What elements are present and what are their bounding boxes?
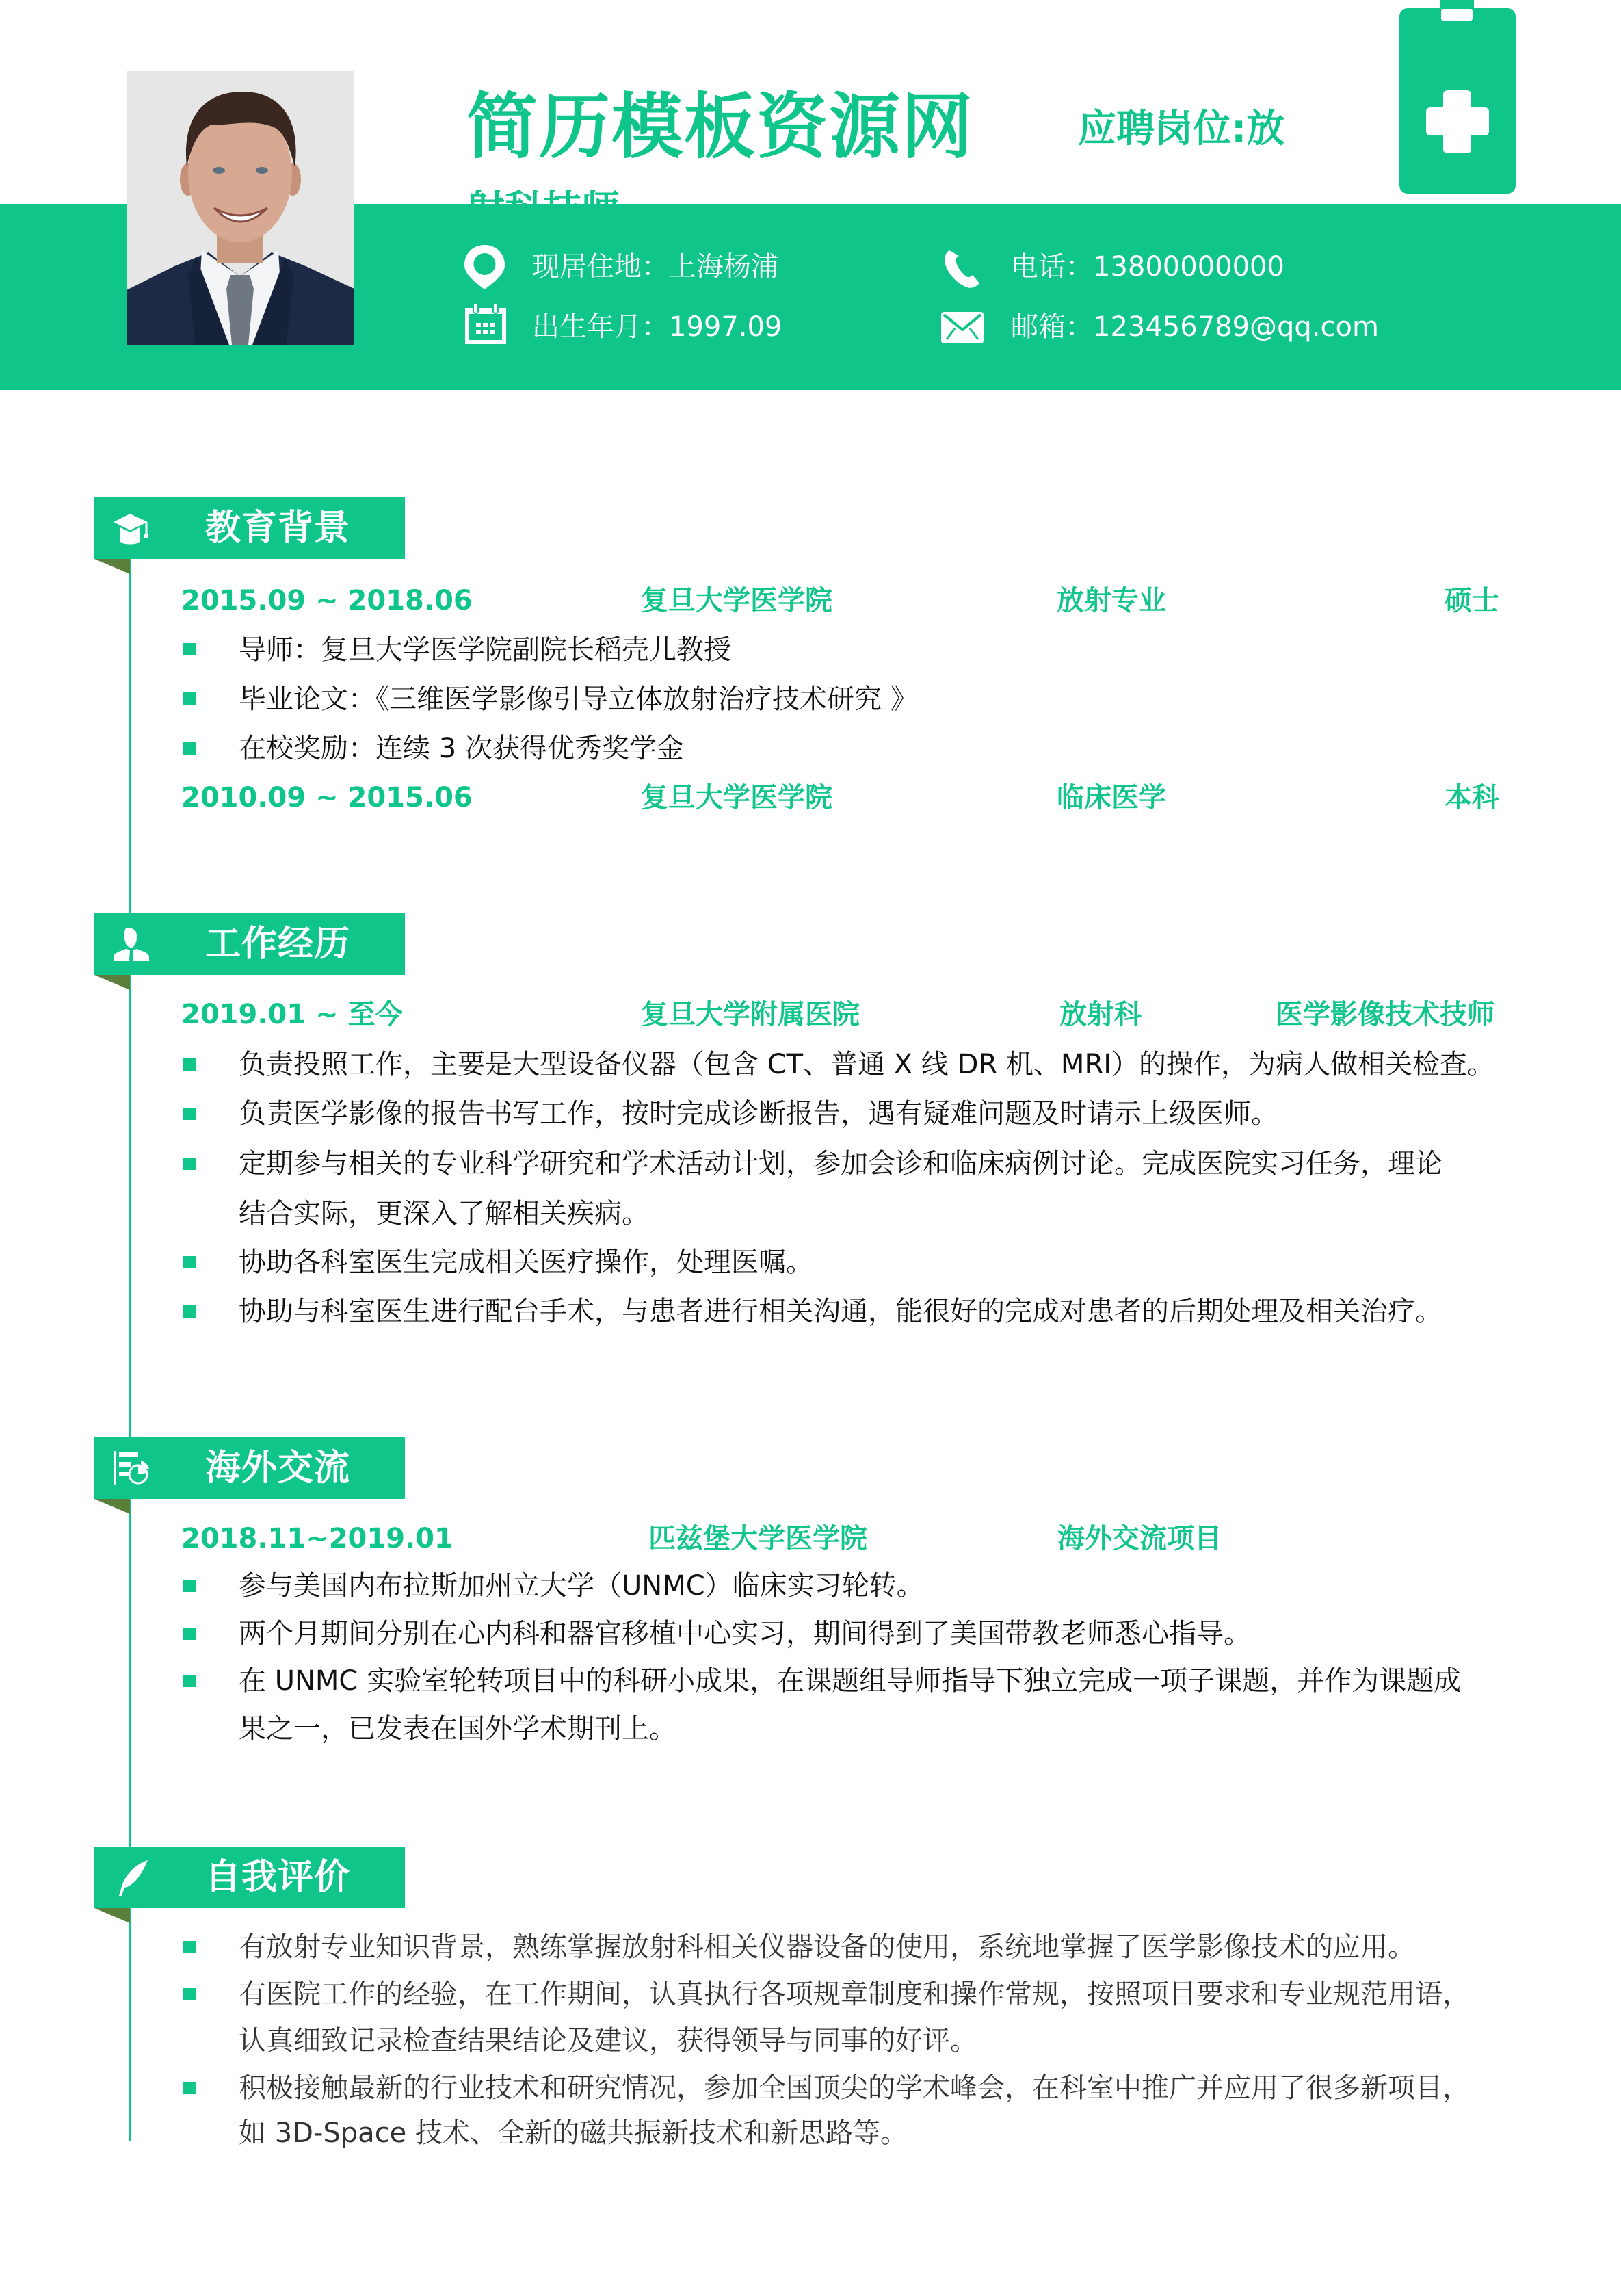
person-icon xyxy=(112,926,150,964)
section-title-overseas: 海外交流 xyxy=(205,1448,351,1489)
bullet-icon xyxy=(183,1305,196,1318)
self-bullet: 有放射专业知识背景，熟练掌握放射科相关仪器设备的使用，系统地掌握了医学影像技术的应用。 xyxy=(239,1931,1415,1963)
graduation-cap-icon xyxy=(112,510,150,548)
overseas-bullet: 两个月期间分别在心内科和器官移植中心实习，期间得到了美国带教老师悉心指导。 xyxy=(239,1618,1251,1649)
overseas-bullet-continuation: 果之一，已发表在国外学术期刊上。 xyxy=(239,1713,676,1745)
work-bullet: 定期参与相关的专业科学研究和学术活动计划，参加会诊和临床病例讨论。完成医院实习任务，理论 xyxy=(239,1148,1442,1179)
overseas-program: 海外交流项目 xyxy=(1057,1523,1222,1554)
overseas-period: 2018.11~2019.01 xyxy=(181,1523,453,1554)
self-bullet-continuation: 如 3D-Space 技术、全新的磁共振新技术和新思路等。 xyxy=(239,2117,908,2149)
bullet-icon xyxy=(183,1108,196,1120)
overseas-bullet: 参与美国内布拉斯加州立大学（UNMC）临床实习轮转。 xyxy=(239,1570,924,1602)
section-header-overseas xyxy=(94,1437,405,1499)
bullet-icon xyxy=(183,1058,196,1071)
medical-cross-icon-vertical xyxy=(1443,90,1471,153)
section-title-education: 教育背景 xyxy=(205,508,351,549)
work-bullet-continuation: 结合实际，更深入了解相关疾病。 xyxy=(239,1198,649,1229)
mail-icon xyxy=(941,312,984,343)
work-org: 复旦大学附属医院 xyxy=(641,999,860,1030)
residence-text: 现居住地：上海杨浦 xyxy=(532,251,778,283)
bullet-icon xyxy=(183,643,196,655)
bullet-icon xyxy=(183,742,196,755)
edu-degree-1: 硕士 xyxy=(1445,585,1499,616)
bullet-icon xyxy=(183,1158,196,1170)
edu-major-2: 临床医学 xyxy=(1057,782,1166,813)
bullet-icon xyxy=(183,1675,196,1687)
section-title-work: 工作经历 xyxy=(205,924,351,965)
badge-slot xyxy=(1441,9,1473,21)
overseas-bullet: 在 UNMC 实验室轮转项目中的科研小成果，在课题组导师指导下独立完成一项子课题，并作为课题成 xyxy=(239,1665,1462,1697)
self-bullet: 积极接触最新的行业技术和研究情况，参加全国顶尖的学术峰会，在科室中推广并应用了很多新项目， xyxy=(239,2072,1470,2104)
overseas-org: 匹兹堡大学医学院 xyxy=(648,1523,867,1554)
avatar xyxy=(127,71,354,345)
section-header-education xyxy=(94,497,405,559)
bullet-icon xyxy=(183,1628,196,1640)
header-fold xyxy=(94,975,130,990)
section-header-self xyxy=(94,1847,405,1908)
edu-period-1: 2015.09 ~ 2018.06 xyxy=(181,585,473,616)
edu-school-1: 复旦大学医学院 xyxy=(641,585,832,616)
work-bullet: 负责医学影像的报告书写工作，按时完成诊断报告，遇有疑难问题及时请示上级医师。 xyxy=(239,1098,1278,1130)
edu-bullet: 毕业论文：《三维医学影像引导立体放射治疗技术研究 》 xyxy=(239,683,918,715)
applied-position xyxy=(1078,109,1283,150)
edu-bullet: 导师：复旦大学医学院副院长稻壳儿教授 xyxy=(239,634,731,666)
work-period: 2019.01 ~ 至今 xyxy=(181,999,403,1030)
work-role: 医学影像技术技师 xyxy=(1276,999,1494,1030)
report-chart-icon xyxy=(112,1450,150,1488)
self-bullet: 有医院工作的经验，在工作期间，认真执行各项规章制度和操作常规，按照项目要求和专业规范用语， xyxy=(239,1979,1470,2010)
header-fold xyxy=(94,559,130,574)
portrait-photo xyxy=(127,71,354,345)
work-bullet: 协助各科室医生完成相关医疗操作，处理医嘱。 xyxy=(239,1247,813,1278)
edu-major-1: 放射专业 xyxy=(1057,585,1166,616)
bullet-icon xyxy=(183,1256,196,1268)
bullet-icon xyxy=(183,1580,196,1592)
work-dept: 放射科 xyxy=(1059,999,1142,1030)
section-header-work xyxy=(94,913,405,975)
bullet-icon xyxy=(183,1941,196,1953)
work-bullet: 负责投照工作，主要是大型设备仪器（包含 CT、普通 X 线 DR 机、MRI）的操作，为病人做相关检查。 xyxy=(239,1049,1495,1080)
bullet-icon xyxy=(183,1988,196,2000)
applied-position-label: 应聘岗位:放 xyxy=(1078,107,1285,151)
location-pin-icon xyxy=(463,244,506,290)
feather-icon xyxy=(112,1859,150,1897)
bullet-icon xyxy=(183,2082,196,2094)
edu-degree-2: 本科 xyxy=(1445,782,1499,813)
resume-name: 简历模板资源网 xyxy=(466,85,975,168)
phone-icon xyxy=(943,249,982,289)
header-fold xyxy=(94,1499,130,1514)
edu-bullet: 在校奖励：连续 3 次获得优秀奖学金 xyxy=(239,733,684,764)
work-bullet: 协助与科室医生进行配台手术，与患者进行相关沟通，能很好的完成对患者的后期处理及相关治疗。 xyxy=(239,1296,1442,1327)
birth-text: 出生年月：1997.09 xyxy=(532,311,782,343)
edu-school-2: 复旦大学医学院 xyxy=(641,782,832,813)
self-bullet-continuation: 认真细致记录检查结果结论及建议，获得领导与同事的好评。 xyxy=(239,2025,977,2057)
phone-text: 电话：13800000000 xyxy=(1011,251,1284,283)
edu-period-2: 2010.09 ~ 2015.06 xyxy=(181,782,473,813)
header-fold xyxy=(94,1908,130,1923)
calendar-icon xyxy=(464,302,507,345)
section-title-self: 自我评价 xyxy=(205,1857,351,1898)
email-text: 邮箱：123456789@qq.com xyxy=(1011,311,1379,343)
bullet-icon xyxy=(183,692,196,705)
